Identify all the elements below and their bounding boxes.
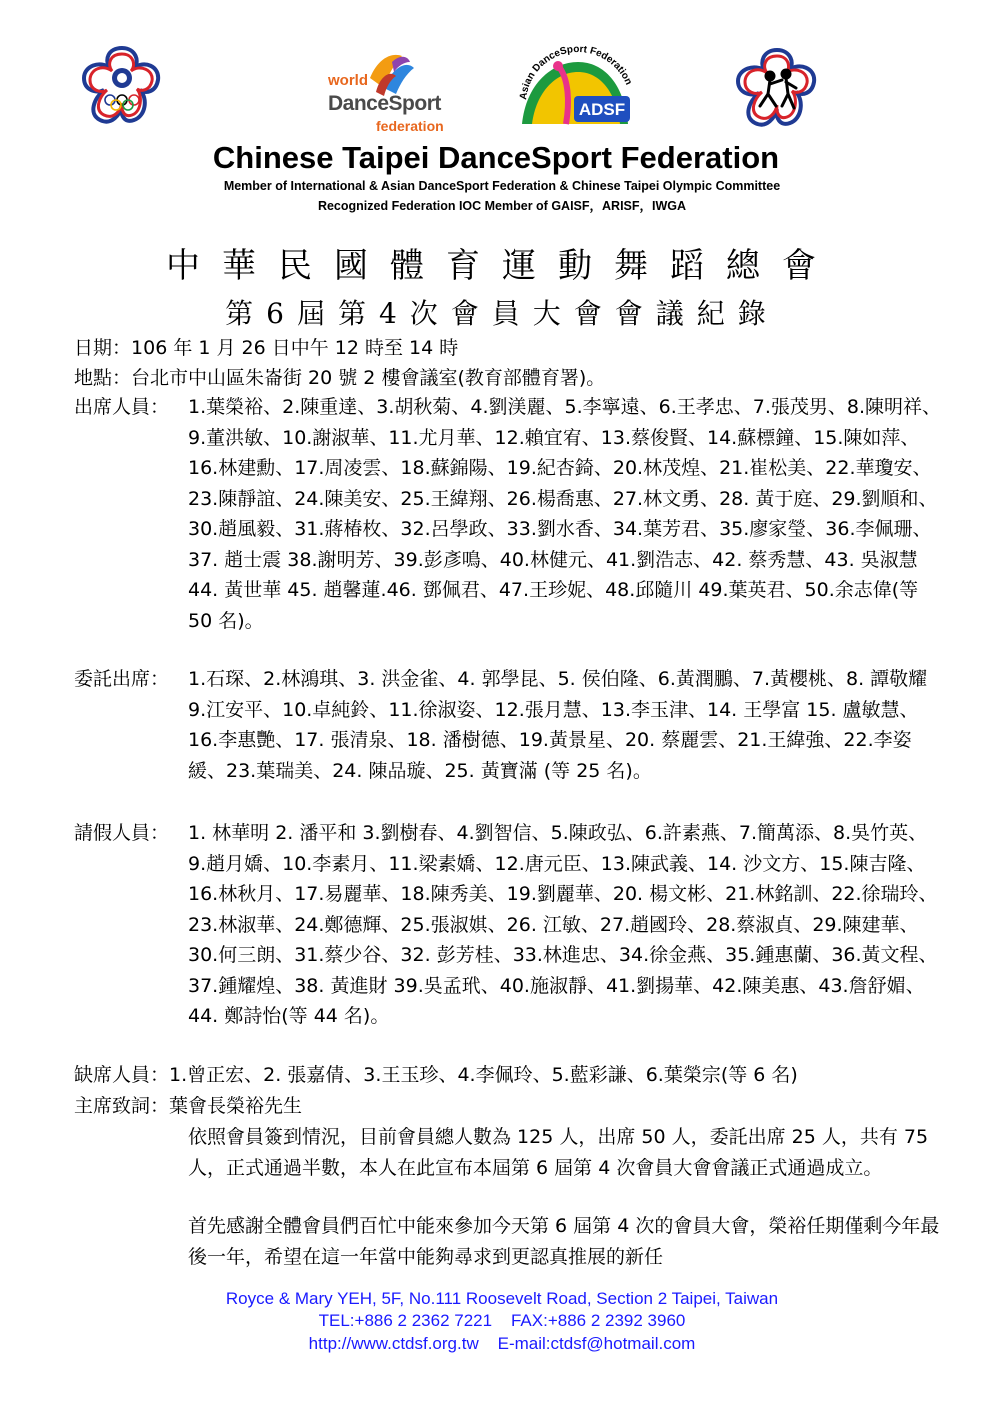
date-row [74, 333, 944, 364]
present-label: 出席人員： [74, 396, 170, 418]
document-title: 中華民國體育運動舞蹈總會 [166, 246, 838, 286]
recognition-line: Recognized Federation IOC Member of GAISF，ARISF，IWGA [317, 199, 687, 213]
leave-label: 請假人員： [74, 822, 170, 844]
footer-web-email[interactable]: http://www.ctdsf.org.tw E-mail:ctdsf@hotmail.com [308, 1334, 696, 1353]
chair-label: 主席致詞： [74, 1095, 170, 1117]
proxy-row [74, 664, 944, 786]
wdsf-federation-text: federation [376, 118, 444, 134]
place-value: 台北市中山區朱崙街 20 號 2 樓會議室(教育部體育署)。 [131, 367, 606, 389]
asian-dancesport-federation-logo [512, 44, 642, 130]
document-subtitle: 第6屆第4次會員大會會議紀錄 [225, 297, 779, 330]
chair-row [74, 1091, 944, 1122]
place-label: 地點： [74, 367, 132, 389]
membership-line: Member of International & Asian DanceSport Federation & Chinese Taipei Olympic Committee [223, 179, 781, 193]
proxy-label: 委託出席： [74, 668, 170, 690]
footer-address: Royce & Mary YEH, 5F, No.111 Roosevelt Road, Section 2 Taipei, Taiwan [225, 1289, 779, 1308]
absent-list: 1.曾正宏、2. 張嘉倩、3.王玉珍、4.李佩玲、5.藍彩謙、6.葉榮宗(等 6 名) [169, 1064, 798, 1086]
absent-label: 缺席人員： [74, 1064, 170, 1086]
footer-tel-fax: TEL:+886 2 2362 7221 FAX:+886 2 2392 3960 [318, 1311, 686, 1330]
leave-row [74, 818, 944, 1032]
leave-list: 1. 林華明 2. 潘平和 3.劉樹春、4.劉智信、5.陳政弘、6.許素燕、7.簡萬添、8.吳竹英、9.趙月嬌、10.李素月、11.梁素嬌、12.唐元臣、13.陳武義、14. 沙文方、15.陳吉隆、16.林秋月、17.易麗華、18.陳秀美、19.劉麗華、20. 楊文彬、21.林銘訓、22.徐瑞玲、23.林淑華、24.鄭德輝、25.張淑娸、26. 江敏、27.趙國玲、28.蔡淑貞、29.陳建華、30.何三朗、31.蔡少谷、32. 彭芳桂、33.林進忠、34.徐金燕、35.鍾惠蘭、36.黃文程、37.鍾耀煌、38. 黃進財 39.吳孟玳、40.施淑靜、41.劉揚華、42.陳美惠、43.詹舒媚、44. 鄭詩怡(等 44 名)。 [188, 822, 938, 1027]
present-row [74, 392, 944, 636]
wdsf-dancesport-text: DanceSport [328, 92, 441, 115]
proxy-list: 1.石琛、2.林鴻琪、3. 洪金雀、4. 郭學昆、5. 侯伯隆、6.黃潤鵬、7.黃櫻桃、8. 譚敬耀 9.江安平、10.卓純鈴、11.徐淑姿、12.張月慧、13.李玉津、14. 王學富 15. 盧敏慧、16.李惠艷、17. 張清泉、18. 潘樹德、19.黃景星、20. 蔡麗雲、21.王緯強、22.李姿緩、23.葉瑞美、24. 陳品璇、25. 黃寶滿 (等 25 名)。 [188, 668, 928, 782]
chinese-taipei-olympic-icon [76, 42, 168, 134]
date-label: 日期： [74, 337, 132, 359]
present-list: 1.葉榮裕、2.陳重達、3.胡秋菊、4.劉渼麗、5.李寧遠、6.王孝忠、7.張茂男、8.陳明祥、9.董洪敏、10.謝淑華、11.尤月華、12.賴宜宥、13.蔡俊賢、14.蘇標鐘、15.陳如萍、16.林建勳、17.周凌雲、18.蘇錦陽、19.紀杏錡、20.林茂煌、21.崔松美、22.華瓊安、23.陳靜誼、24.陳美安、25.王緯翔、26.楊喬惠、27.林文勇、28. 黃于庭、29.劉順和、30.趙風毅、31.蔣椿枚、32.呂學政、33.劉水香、34.葉芳君、35.廖家瑩、36.李佩珊、37. 趙士震 38.謝明芳、39.彭彥鳴、40.林健元、41.劉浩志、42. 蔡秀慧、43. 吳淑慧 44. 黃世華 45. 趙馨蓮.46. 鄧佩君、47.王珍妮、48.邱隨川 49.葉英君、50.余志偉(等 50 名)。 [188, 396, 942, 632]
adsf-badge-text: ADSF [578, 100, 626, 119]
speech-paragraph-1: 依照會員簽到情況，目前會員總人數為 125 人，出席 50 人，委託出席 25 人，共有 75 人，正式通過半數，本人在此宣布本屆第 6 屆第 4 次會員大會會議正式通過成立。 [188, 1126, 929, 1179]
federation-name: Chinese Taipei DanceSport Federation [212, 140, 780, 175]
adsf-arc-text: Asian DanceSport Federation [518, 44, 634, 101]
wdsf-world-text: world [328, 72, 368, 89]
absent-row [74, 1060, 944, 1091]
place-row [74, 363, 944, 394]
chinese-taipei-dancesport-icon [730, 44, 824, 138]
world-dancesport-federation-logo [322, 48, 462, 140]
chair-name: 葉會長榮裕先生 [169, 1095, 303, 1117]
date-value: 106 年 1 月 26 日中午 12 時至 14 時 [131, 337, 459, 359]
speech-paragraph-2: 首先感謝全體會員們百忙中能來參加今天第 6 屆第 4 次的會員大會，榮裕任期僅剩今年最後一年，希望在這一年當中能夠尋求到更認真推展的新任 [188, 1215, 940, 1268]
